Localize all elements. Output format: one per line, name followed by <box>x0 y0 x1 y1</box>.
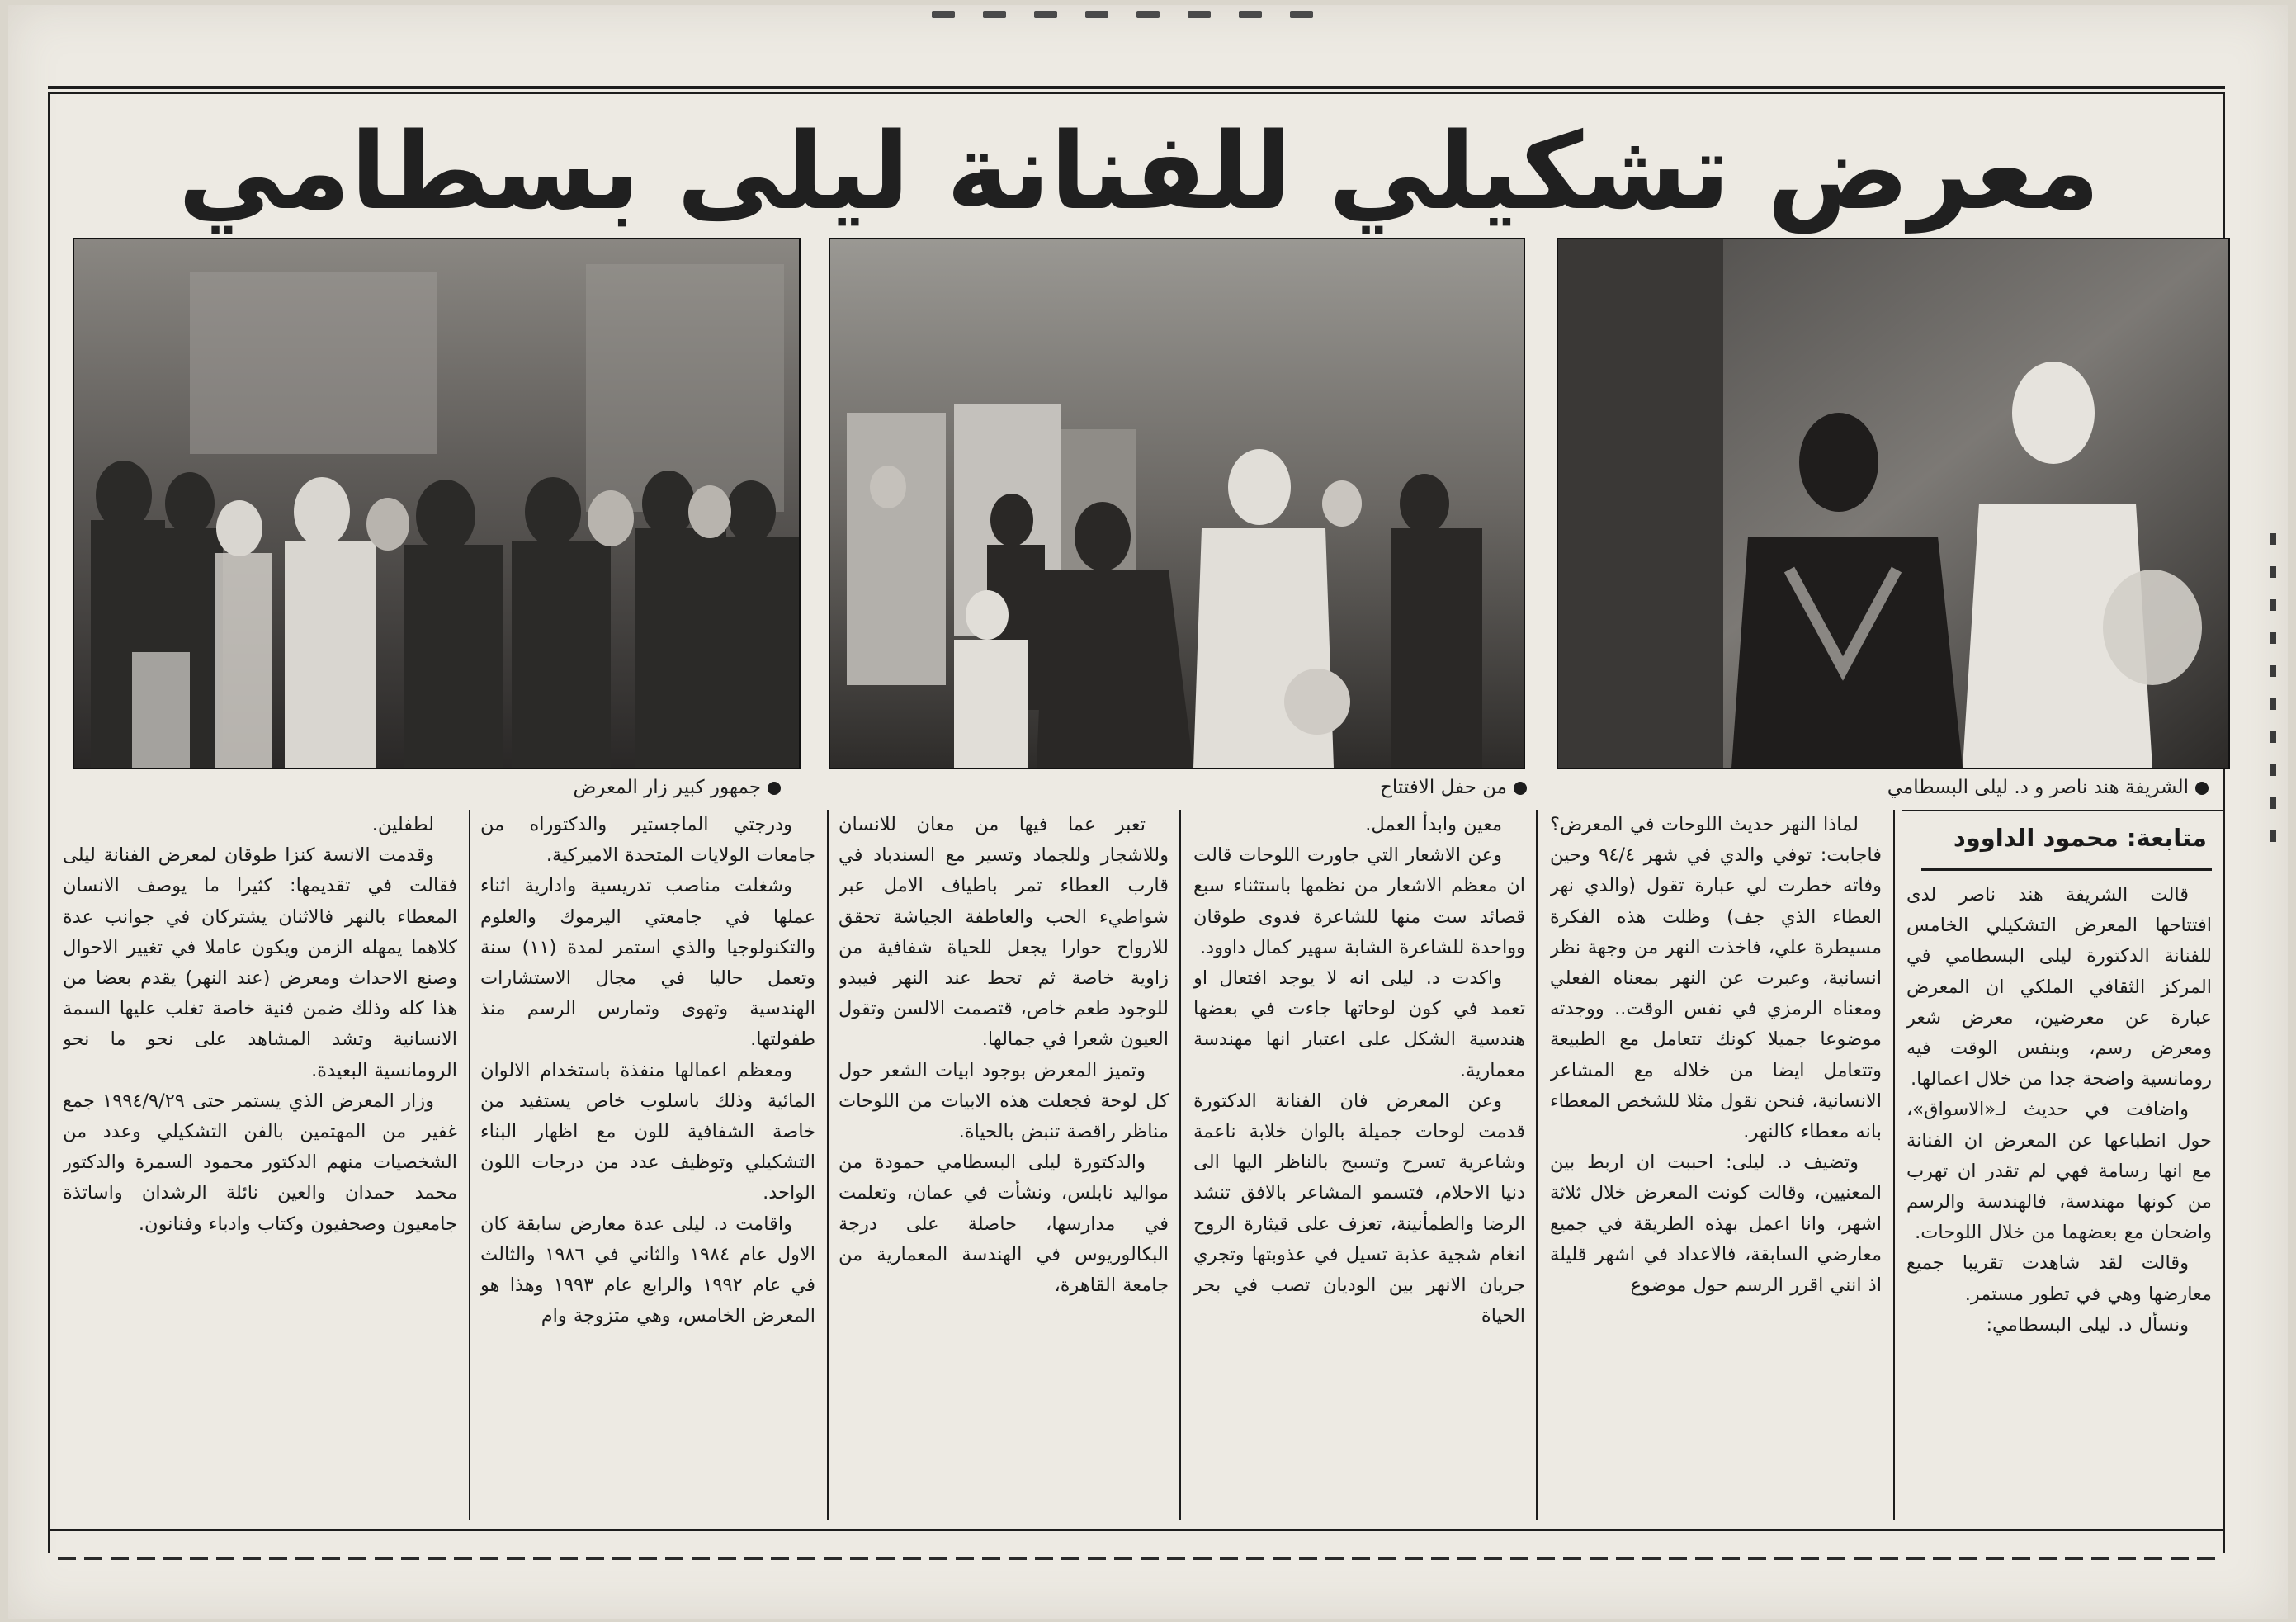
masthead-remnant <box>751 5 1494 23</box>
page-edge-marks <box>2270 533 2281 842</box>
bullet-icon <box>2195 782 2209 795</box>
article-column-6 <box>63 810 457 1516</box>
top-rule-thin <box>48 92 2225 94</box>
byline: متابعة: محمود الداوود <box>1953 824 2207 852</box>
column-rule <box>1179 810 1181 1520</box>
paragraph: وقدمت الانسة كنزا طوقان لمعرض الفنانة ليلى فقالت في تقديمها: كثيرا ما يوصف الانسان المعطاء بالنهر فالاثنان يشتركان في جوانب عدة كلاهما يمهله الزمن ويكون عاملا في تغيير الاحوال وصنع الاحداث ومعرض (عند النهر) يقدم بعضا من هذا كله وذلك ضمن فنية خاصة تغلب عليها السمة الانسانية وتشد المشاهد على نحو ما نحو الرومانسية البعيدة. <box>63 844 457 1081</box>
caption-opening <box>1380 776 1527 799</box>
article-column-1 <box>1906 880 2212 1516</box>
paragraph: واكدت د. ليلى انه لا يوجد افتعال او تعمد في كون لوحاتها جاءت في بعضها هندسية الشكل على اعتبار انها مهندسة معمارية. <box>1193 967 1525 1081</box>
paragraph: وتميز المعرض بوجود ابيات الشعر حول كل لوحة فجعلت هذه الابيات من اللوحات مناظر راقصة تنبض بالحياة. <box>839 1059 1169 1143</box>
paragraph: تعبر عما فيها من معان للانسان وللاشجار وللجماد وتسير مع السندباد في قارب العطاء تمر باطياف الامل عبر شواطيء الحب والعاطفة الجياشة تحقق للارواح حوارا يجعل للحياة شفافية من زاوية خاصة ثم تحط عند النهر فيبدو للوجود طعم خاص، قتصمت الالسن وتقول العيون شعرا في جمالها. <box>839 814 1169 1051</box>
column-rule <box>469 810 470 1520</box>
paragraph: قالت الشريفة هند ناصر لدى افتتاحها المعرض التشكيلي الخامس للفنانة الدكتورة ليلى البسطامي في المركز الثقافي الملكي ان المعرض عبارة عن معرضين، معرض شعر ومعرض رسم، وبنفس الوقت فيه رومانسية واضحة جدا من خلال اعمالها. <box>1906 884 2212 1090</box>
paragraph: معين وابدأ العمل. <box>1365 814 1502 835</box>
bottom-dashed-rule <box>58 1557 2220 1560</box>
paragraph: ونسأل د. ليلى البسطامي: <box>1986 1313 2189 1336</box>
paragraph: وعن المعرض فان الفنانة الدكتورة قدمت لوحات جميلة بالوان خلابة ناعمة وشاعرية تسرح وتسبح بالناظر اليها الى دنيا الاحلام، فتسمو المشاعر بالافق تنشد الرضا والطمأنينة، تعزف على قيثارة الروح انغام شجية عذبة تسيل في عذوبتها وتجري جريان الانهر بين الوديان تصب في بحر الحياة <box>1193 1090 1525 1327</box>
article-column-2 <box>1550 810 1882 1516</box>
paragraph: وقالت لقد شاهدت تقريبا جميع معارضها وهي في تطور مستمر. <box>1906 1252 2212 1305</box>
paragraph: وشغلت مناصب تدريسية وادارية اثناء عملها في جامعتي اليرموك والعلوم والتكنولوجيا والذي استمر لمدة (١١) سنة وتعمل حاليا في مجال الاستشارات الهندسية وتهوى وتمارس الرسم منذ طفولتها. <box>480 875 815 1051</box>
column-rule <box>827 810 829 1520</box>
photo-crowd <box>73 238 801 769</box>
article-column-4 <box>839 810 1169 1516</box>
article-column-5 <box>480 810 815 1516</box>
caption-princess-text: الشريفة هند ناصر و د. ليلى البسطامي <box>1887 777 2189 798</box>
paragraph: واقامت د. ليلى عدة معارض سابقة كان الاول عام ١٩٨٤ والثاني في ١٩٨٦ والثالث في عام ١٩٩٢ والرابع عام ١٩٩٣ وهذا هو المعرض الخامس، وهي متزوجة وام <box>480 1213 815 1327</box>
top-rule <box>48 86 2225 89</box>
paragraph: ومعظم اعمالها منفذة باستخدام الالوان المائية وذلك باسلوب خاص يستفيد من خاصة الشفافية للون مع اظهار البناء التشكيلي وتوظيف عدد من درجات اللون الواحد. <box>480 1059 815 1204</box>
photo-frame-left <box>48 92 50 1553</box>
caption-crowd-text: جمهور كبير زار المعرض <box>573 777 761 798</box>
photo-opening <box>829 238 1525 769</box>
column-rule <box>1536 810 1538 1520</box>
bottom-rule <box>48 1529 2225 1531</box>
column-rule <box>1893 810 1895 1520</box>
bullet-icon <box>768 782 781 795</box>
newspaper-page <box>8 5 2288 1619</box>
paragraph: لماذا النهر حديث اللوحات في المعرض؟ فاجابت: توفي والدي في شهر ٩٤/٤ وحين وفاته خطرت لي عبارة تقول (والدي نهر العطاء الذي جف) وظلت هذه الفكرة مسيطرة علي، فاخذت النهر من وجهة نظر انسانية، وعبرت عن النهر بمعناه الفعلي ومعناه الرمزي في نفس الوقت.. ووجدته موضوعا جميلا كونك تتعامل مع الطبيعة وتتعامل ايضا من خلاله مع المشاعر الانسانية، فنحن نقول مثلا للشخص المعطاء بانه معطاء كالنهر. <box>1550 814 1882 1143</box>
bullet-icon <box>1514 782 1527 795</box>
headline: معرض تشكيلي للفنانة ليلى بسطامي <box>177 111 2100 234</box>
photo-princess-and-artist <box>1557 238 2230 769</box>
byline-rule-bottom <box>1921 868 2212 871</box>
paragraph: لطفلين. <box>371 814 434 835</box>
caption-princess-and-artist <box>1887 776 2209 799</box>
paragraph: ودرجتي الماجستير والدكتوراه من جامعات الولايات المتحدة الاميركية. <box>480 814 815 867</box>
paragraph: وتضيف د. ليلى: احببت ان اربط بين المعنيين، وقالت كونت المعرض خلال ثلاثة اشهر، وانا اعمل بهذه الطريقة في جميع معارضي السابقة، فالاعداد في اشهر قليلة اذ انني اقرر الرسم حول موضوع <box>1550 1151 1882 1297</box>
paragraph: والدكتورة ليلى البسطامي حمودة من مواليد نابلس، ونشأت في عمان، وتعلمت في مدارسها، حاصلة على درجة البكالوريوس في الهندسة المعمارية من جامعة القاهرة، <box>839 1151 1169 1297</box>
paragraph: وعن الاشعار التي جاورت اللوحات قالت ان معظم الاشعار من نظمها باستثناء سبع قصائد ست منها للشاعرة فدوى طوقان وواحدة للشاعرة الشابة سهير كمال داوود. <box>1193 844 1525 958</box>
article-column-3 <box>1193 810 1525 1516</box>
byline-rule-top <box>1902 810 2225 811</box>
caption-opening-text: من حفل الافتتاح <box>1380 777 1507 798</box>
paragraph: وزار المعرض الذي يستمر حتى ١٩٩٤/٩/٢٩ جمع غفير من المهتمين بالفن التشكيلي وعدد من الشخصيات منهم الدكتور محمود السمرة والدكتور محمد حمدان والعين نائلة الرشدان واساتذة جامعيون وصحفيون وكتاب وادباء وفنانون. <box>63 1090 457 1235</box>
paragraph: واضافت في حديث لـ«الاسواق»، حول انطباعها عن المعرض ان الفنانة مع انها رسامة فهي لم تقدر ان تهرب من كونها مهندسة، فالهندسة والرسم واضحان مع بعضهما من خلال اللوحات. <box>1906 1099 2212 1244</box>
caption-crowd <box>574 776 781 799</box>
